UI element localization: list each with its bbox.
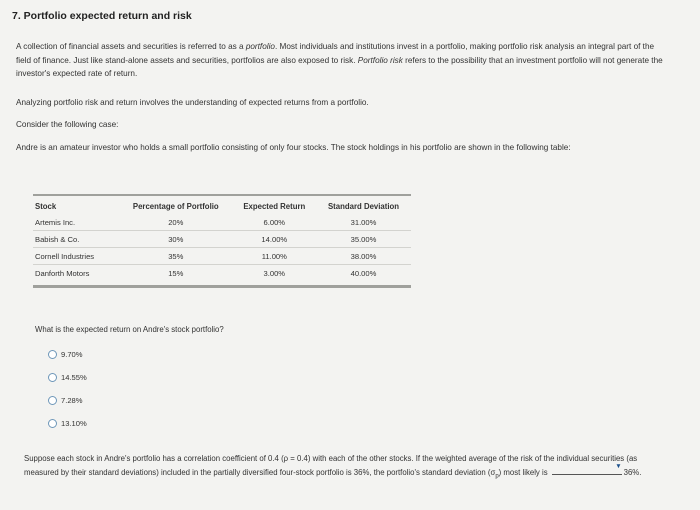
radio-empty-icon[interactable] xyxy=(48,419,57,428)
cell-stock: Artemis Inc. xyxy=(33,214,119,231)
answer-option-3[interactable] xyxy=(48,396,83,405)
holdings-table-wrapper xyxy=(33,194,411,288)
sigma-subscript: p xyxy=(495,473,499,480)
cell-stock: Cornell Industries xyxy=(33,248,119,265)
intro-term-portfolio-risk: Portfolio risk xyxy=(357,55,403,65)
header-std-dev: Standard Deviation xyxy=(327,202,400,211)
cell-expected-return: 14.00% xyxy=(233,231,316,248)
header-expected-return: Expected Return xyxy=(243,202,306,211)
cell-std-dev: 35.00% xyxy=(316,231,411,248)
intro-text-2: . Most individuals and institutions invest in a portfolio, making portfolio risk analysis an integral part of the field of finance. Just like stand-alone assets and securities, portfolios are also exposed to risk. xyxy=(16,42,655,65)
option-label: 14.55% xyxy=(61,373,87,382)
table-row xyxy=(33,231,411,248)
table-bottom-rule xyxy=(33,285,411,288)
correlation-paragraph xyxy=(24,452,674,484)
cell-expected-return: 3.00% xyxy=(263,268,286,278)
correlation-text-2: ) most likely is xyxy=(498,468,548,477)
question-prompt: What is the expected return on Andre's stock portfolio? xyxy=(35,325,224,334)
correlation-text-1: Suppose each stock in Andre's portfolio has a correlation coefficient of 0.4 (ρ = 0.4) with each of the other stocks. If the weighted average of the risk of the individual securities (as measured by their standard deviations) included in the partially diversified four-stock portfolio is 36%, the portfolio's standard deviation (σ xyxy=(24,454,638,477)
option-label: 13.10% xyxy=(61,419,87,428)
intro-term-portfolio: portfolio xyxy=(245,42,275,51)
cell-percentage: 30% xyxy=(119,231,233,248)
option-label: 9.70% xyxy=(61,350,83,359)
cell-expected-return: 6.00% xyxy=(233,214,316,231)
table-row xyxy=(33,214,411,231)
case-paragraph: Consider the following case: xyxy=(16,120,119,129)
answer-option-2[interactable] xyxy=(48,373,87,382)
intro-text-1: A collection of financial assets and securities is referred to as a xyxy=(16,42,246,51)
cell-stock: Danforth Motors xyxy=(35,268,90,278)
intro-text-3: refers to the possibility that an investment portfolio will not generate the investor's expected rate of return. xyxy=(16,55,663,78)
holdings-table xyxy=(33,196,411,281)
radio-empty-icon[interactable] xyxy=(48,350,57,359)
header-stock: Stock xyxy=(35,202,57,211)
cell-std-dev: 38.00% xyxy=(316,248,411,265)
cell-percentage: 15% xyxy=(168,268,184,278)
cell-percentage: 35% xyxy=(119,248,233,265)
cell-std-dev: 40.00% xyxy=(350,268,377,278)
intro-paragraph xyxy=(16,40,666,81)
cell-std-dev: 31.00% xyxy=(316,214,411,231)
option-label: 7.28% xyxy=(61,396,83,405)
cell-expected-return: 11.00% xyxy=(233,248,316,265)
answer-option-4[interactable] xyxy=(48,419,87,428)
investor-paragraph: Andre is an amateur investor who holds a small portfolio consisting of only four stocks. The stock holdings in his portfolio are shown in the following table: xyxy=(16,143,571,152)
answer-option-1[interactable] xyxy=(48,350,83,359)
header-percentage: Percentage of Portfolio xyxy=(132,202,219,211)
table-header-row xyxy=(33,196,411,214)
radio-empty-icon[interactable] xyxy=(48,373,57,382)
caret-down-icon[interactable]: ▼ xyxy=(615,463,622,470)
cell-stock: Babish & Co. xyxy=(33,231,119,248)
analysis-paragraph: Analyzing portfolio risk and return involves the understanding of expected returns from a portfolio. xyxy=(16,98,369,107)
question-title: 7. Portfolio expected return and risk xyxy=(12,10,192,22)
radio-empty-icon[interactable] xyxy=(48,396,57,405)
std-dev-dropdown[interactable] xyxy=(552,465,622,475)
table-row xyxy=(33,248,411,265)
correlation-text-tail: 36%. xyxy=(623,468,642,477)
table-row xyxy=(33,265,411,282)
cell-percentage: 20% xyxy=(119,214,233,231)
